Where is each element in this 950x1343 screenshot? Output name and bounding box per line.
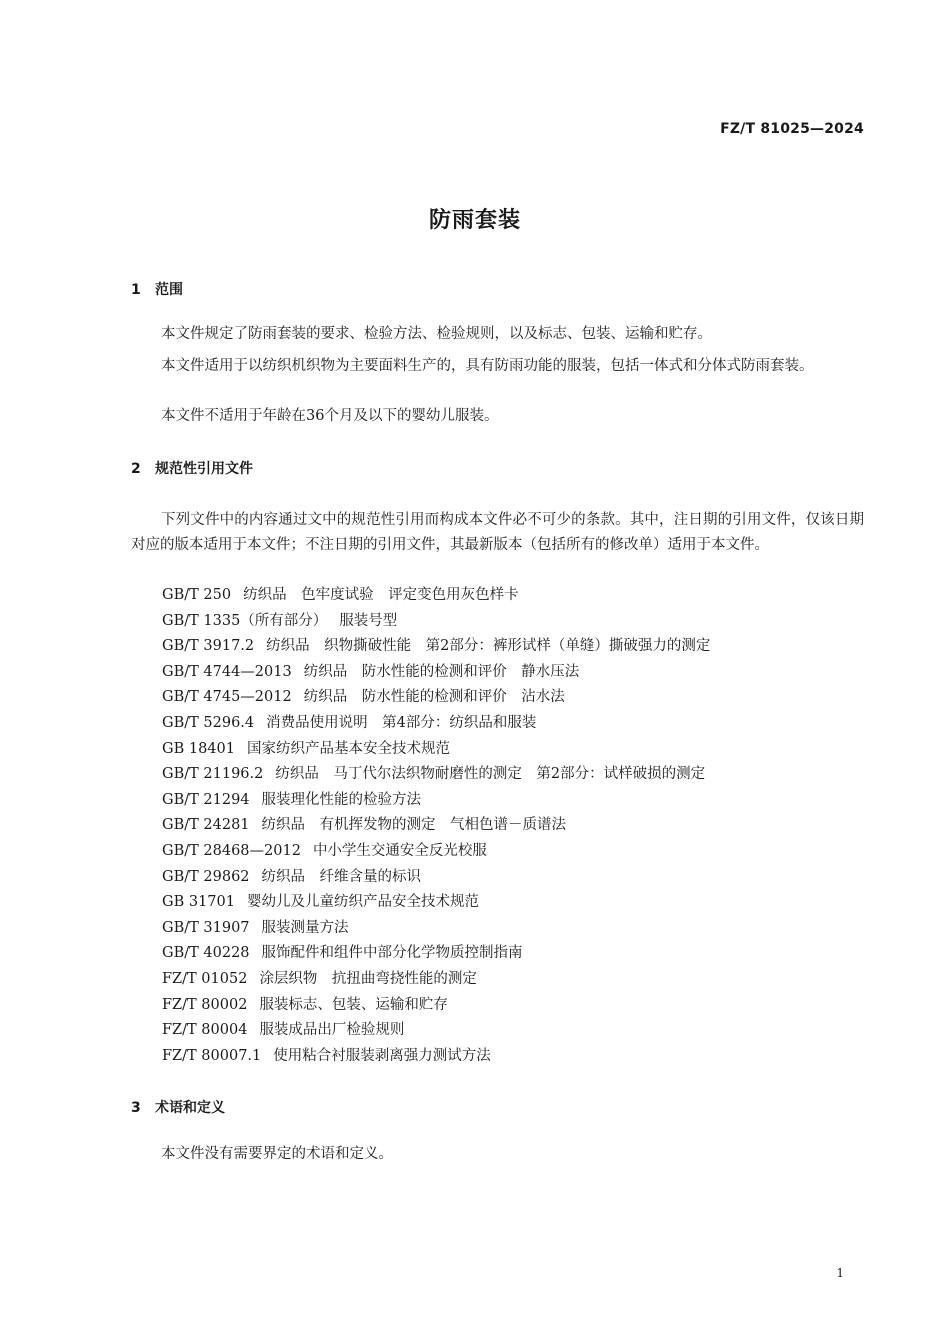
- reference-item: [162, 762, 710, 788]
- reference-code: GB/T 21196.2: [162, 766, 264, 783]
- reference-item: [162, 634, 710, 660]
- section-2-heading: [131, 458, 253, 478]
- reference-item: [162, 685, 710, 711]
- reference-item: [162, 967, 710, 993]
- reference-item: [162, 941, 710, 967]
- reference-title: 使用粘合衬服装剥离强力测试方法: [273, 1047, 491, 1064]
- reference-code: GB/T 21294: [162, 791, 250, 808]
- standard-code: FZ/T 81025—2024: [720, 121, 864, 137]
- reference-item: [162, 583, 710, 609]
- reference-title: 消费品使用说明 第4部分：纺织品和服装: [266, 714, 537, 731]
- reference-item: [162, 609, 710, 635]
- reference-item: [162, 993, 710, 1019]
- reference-item: [162, 865, 710, 891]
- section-1-paragraph-1: 本文件规定了防雨套装的要求、检验方法、检验规则，以及标志、包装、运输和贮存。: [161, 326, 712, 342]
- reference-code: GB/T 4744—2013: [162, 663, 292, 680]
- page-number: 1: [836, 1266, 844, 1280]
- reference-item: [162, 711, 710, 737]
- reference-item: [162, 916, 710, 942]
- reference-code: GB/T 250: [162, 587, 232, 603]
- reference-title: 纺织品 纤维含量的标识: [261, 868, 422, 885]
- reference-item: [162, 1018, 710, 1044]
- reference-title: 服装理化性能的检验方法: [261, 791, 422, 808]
- reference-code: GB/T 3917.2: [162, 638, 255, 655]
- reference-code: FZ/T 80007.1: [162, 1047, 262, 1064]
- reference-item: [162, 839, 710, 865]
- reference-code: GB/T 31907: [162, 919, 250, 936]
- reference-title: 纺织品 织物撕破性能 第2部分：裤形试样（单缝）撕破强力的测定: [266, 638, 711, 655]
- section-1-heading: [131, 279, 183, 299]
- reference-title: 中小学生交通安全反光校服: [312, 842, 487, 859]
- reference-code: GB 18401: [162, 740, 235, 757]
- reference-title: 涂层织物 抗扭曲弯挠性能的测定: [259, 970, 477, 987]
- section-1-title: 范围: [155, 282, 183, 298]
- section-1-paragraph-2: 本文件适用于以纺织机织物为主要面料生产的，具有防雨功能的服装，包括一体式和分体式防雨套装。: [161, 358, 814, 374]
- reference-code: FZ/T 01052: [162, 970, 248, 987]
- normative-reference-list: [162, 583, 710, 1069]
- reference-title: 服装号型: [339, 612, 398, 629]
- reference-item: [162, 737, 710, 763]
- section-3-paragraph-1: 本文件没有需要界定的术语和定义。: [161, 1146, 393, 1162]
- section-1-number: 1: [131, 282, 141, 298]
- reference-item: [162, 890, 710, 916]
- reference-title: 纺织品 马丁代尔法织物耐磨性的测定 第2部分：试样破损的测定: [275, 766, 706, 783]
- reference-title: 纺织品 防水性能的检测和评价 静水压法: [303, 663, 580, 680]
- reference-item: [162, 1044, 710, 1070]
- reference-code: GB/T 5296.4: [162, 714, 255, 731]
- reference-code: GB/T 4745—2012: [162, 689, 292, 706]
- reference-code: GB/T 1335（所有部分）: [162, 612, 328, 629]
- section-3-title: 术语和定义: [155, 1100, 225, 1116]
- reference-item: [162, 813, 710, 839]
- reference-title: 国家纺织产品基本安全技术规范: [246, 740, 450, 757]
- reference-title: 纺织品 色牢度试验 评定变色用灰色样卡: [243, 587, 519, 603]
- reference-title: 纺织品 防水性能的检测和评价 沾水法: [303, 689, 565, 706]
- section-3-number: 3: [131, 1100, 141, 1116]
- section-1-paragraph-3: 本文件不适用于年龄在36个月及以下的婴幼儿服装。: [161, 408, 499, 424]
- reference-title: 服装测量方法: [261, 919, 349, 936]
- reference-title: 服装标志、包装、运输和贮存: [259, 996, 448, 1013]
- reference-code: GB/T 28468—2012: [162, 842, 301, 859]
- reference-item: [162, 788, 710, 814]
- reference-code: FZ/T 80004: [162, 1022, 248, 1039]
- reference-code: GB/T 29862: [162, 868, 250, 885]
- reference-code: GB 31701: [162, 894, 235, 911]
- section-2-title: 规范性引用文件: [155, 461, 253, 477]
- reference-code: GB/T 24281: [162, 817, 250, 834]
- reference-title: 服饰配件和组件中部分化学物质控制指南: [261, 945, 523, 962]
- reference-item: [162, 660, 710, 686]
- reference-title: 婴幼儿及儿童纺织产品安全技术规范: [246, 894, 479, 911]
- section-2-intro: 下列文件中的内容通过文中的规范性引用而构成本文件必不可少的条款。其中，注日期的引用文件，仅该日期对应的版本适用于本文件；不注日期的引用文件，其最新版本（包括所有的修改单）适用于本文件。: [131, 512, 864, 553]
- section-2-number: 2: [131, 461, 141, 477]
- reference-code: GB/T 40228: [162, 945, 250, 962]
- reference-code: FZ/T 80002: [162, 996, 248, 1013]
- document-title: 防雨套装: [428, 208, 521, 233]
- reference-title: 服装成品出厂检验规则: [259, 1022, 405, 1039]
- section-3-heading: [131, 1097, 225, 1117]
- reference-title: 纺织品 有机挥发物的测定 气相色谱－质谱法: [261, 817, 567, 834]
